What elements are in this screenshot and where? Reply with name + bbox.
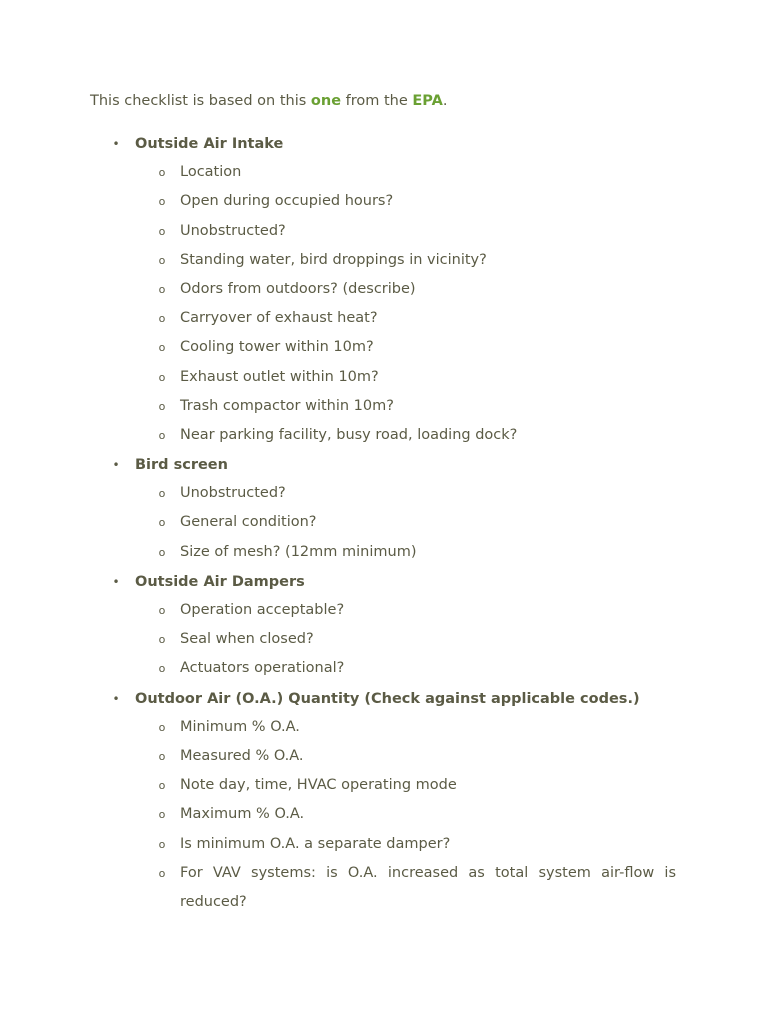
sub-bullet-icon: o — [158, 837, 166, 851]
section-title: Outside Air Dampers — [135, 573, 305, 590]
sub-bullet-icon: o — [158, 866, 166, 880]
item-text: Actuators operational? — [180, 660, 345, 677]
sub-bullet-icon: o — [158, 253, 166, 267]
item-text: Location — [180, 164, 242, 181]
section-title: Outdoor Air (O.A.) Quantity (Check against applicable codes.) — [135, 690, 640, 707]
one-link[interactable]: one — [310, 93, 342, 109]
item-text: Open during occupied hours? — [180, 193, 394, 210]
intro-paragraph — [90, 90, 690, 112]
sub-bullet-icon: o — [158, 341, 166, 355]
sub-bullet-icon: o — [158, 282, 166, 296]
sub-bullet-icon: o — [158, 720, 166, 734]
item-text: General condition? — [180, 514, 317, 531]
intro-text-before: This checklist is based on this — [90, 93, 311, 109]
section-title: Outside Air Intake — [135, 136, 284, 152]
item-text: Odors from outdoors? (describe) — [180, 280, 416, 297]
item-text: Minimum % O.A. — [180, 718, 300, 735]
item-text: Exhaust outlet within 10m? — [180, 368, 379, 385]
epa-link[interactable]: EPA — [412, 93, 443, 109]
sub-bullet-icon: o — [158, 487, 166, 501]
sub-bullet-icon: o — [158, 195, 166, 209]
checklist-section — [0, 688, 768, 921]
item-text: Note day, time, HVAC operating mode — [180, 777, 457, 794]
item-text: Unobstructed? — [180, 222, 286, 239]
item-text: Trash compactor within 10m? — [180, 397, 394, 414]
sub-bullet-icon: o — [158, 662, 166, 676]
item-text: Measured % O.A. — [180, 747, 304, 764]
intro-text-after: . — [442, 93, 448, 109]
sub-bullet-icon: o — [158, 428, 166, 442]
sub-bullet-icon: o — [158, 779, 166, 793]
bullet-icon: • — [112, 137, 120, 151]
section-items — [0, 717, 768, 921]
sub-bullet-icon: o — [158, 516, 166, 530]
sub-bullet-icon: o — [158, 808, 166, 822]
checklist-item — [0, 863, 768, 921]
section-items — [0, 600, 768, 688]
sub-bullet-icon: o — [158, 166, 166, 180]
item-text: Carryover of exhaust heat? — [180, 310, 378, 327]
checklist — [0, 133, 768, 921]
item-text: Maximum % O.A. — [180, 806, 305, 823]
item-text: Near parking facility, busy road, loading dock? — [180, 426, 518, 443]
intro-text-middle: from the — [341, 93, 413, 109]
item-text: Cooling tower within 10m? — [180, 339, 374, 356]
item-text: Operation acceptable? — [180, 602, 345, 618]
bullet-icon: • — [112, 574, 120, 589]
sub-bullet-icon: o — [158, 545, 166, 559]
sub-bullet-icon: o — [158, 399, 166, 413]
sub-bullet-icon: o — [158, 312, 166, 326]
checklist-section — [0, 133, 768, 454]
section-items — [0, 162, 768, 454]
item-text: Seal when closed? — [180, 631, 314, 648]
bullet-icon: • — [112, 458, 120, 473]
sub-bullet-icon: o — [158, 224, 166, 238]
item-text: Standing water, bird droppings in vicinity? — [180, 251, 487, 268]
item-text: Unobstructed? — [180, 485, 286, 502]
sub-bullet-icon: o — [158, 633, 166, 647]
checklist-section — [0, 454, 768, 571]
sub-bullet-icon: o — [158, 749, 166, 763]
checklist-item — [0, 658, 768, 687]
item-text: For VAV systems: is O.A. increased as total system air-flow is reduced? — [180, 864, 676, 910]
section-title: Bird screen — [135, 457, 228, 474]
sub-bullet-icon: o — [158, 604, 166, 617]
sub-bullet-icon: o — [158, 370, 166, 384]
item-text: Is minimum O.A. a separate damper? — [180, 835, 451, 852]
checklist-item — [0, 542, 768, 571]
bullet-icon: • — [112, 691, 120, 706]
section-items — [0, 483, 768, 571]
checklist-item — [0, 425, 768, 454]
checklist-section — [0, 571, 768, 688]
item-text: Size of mesh? (12mm minimum) — [180, 543, 417, 560]
